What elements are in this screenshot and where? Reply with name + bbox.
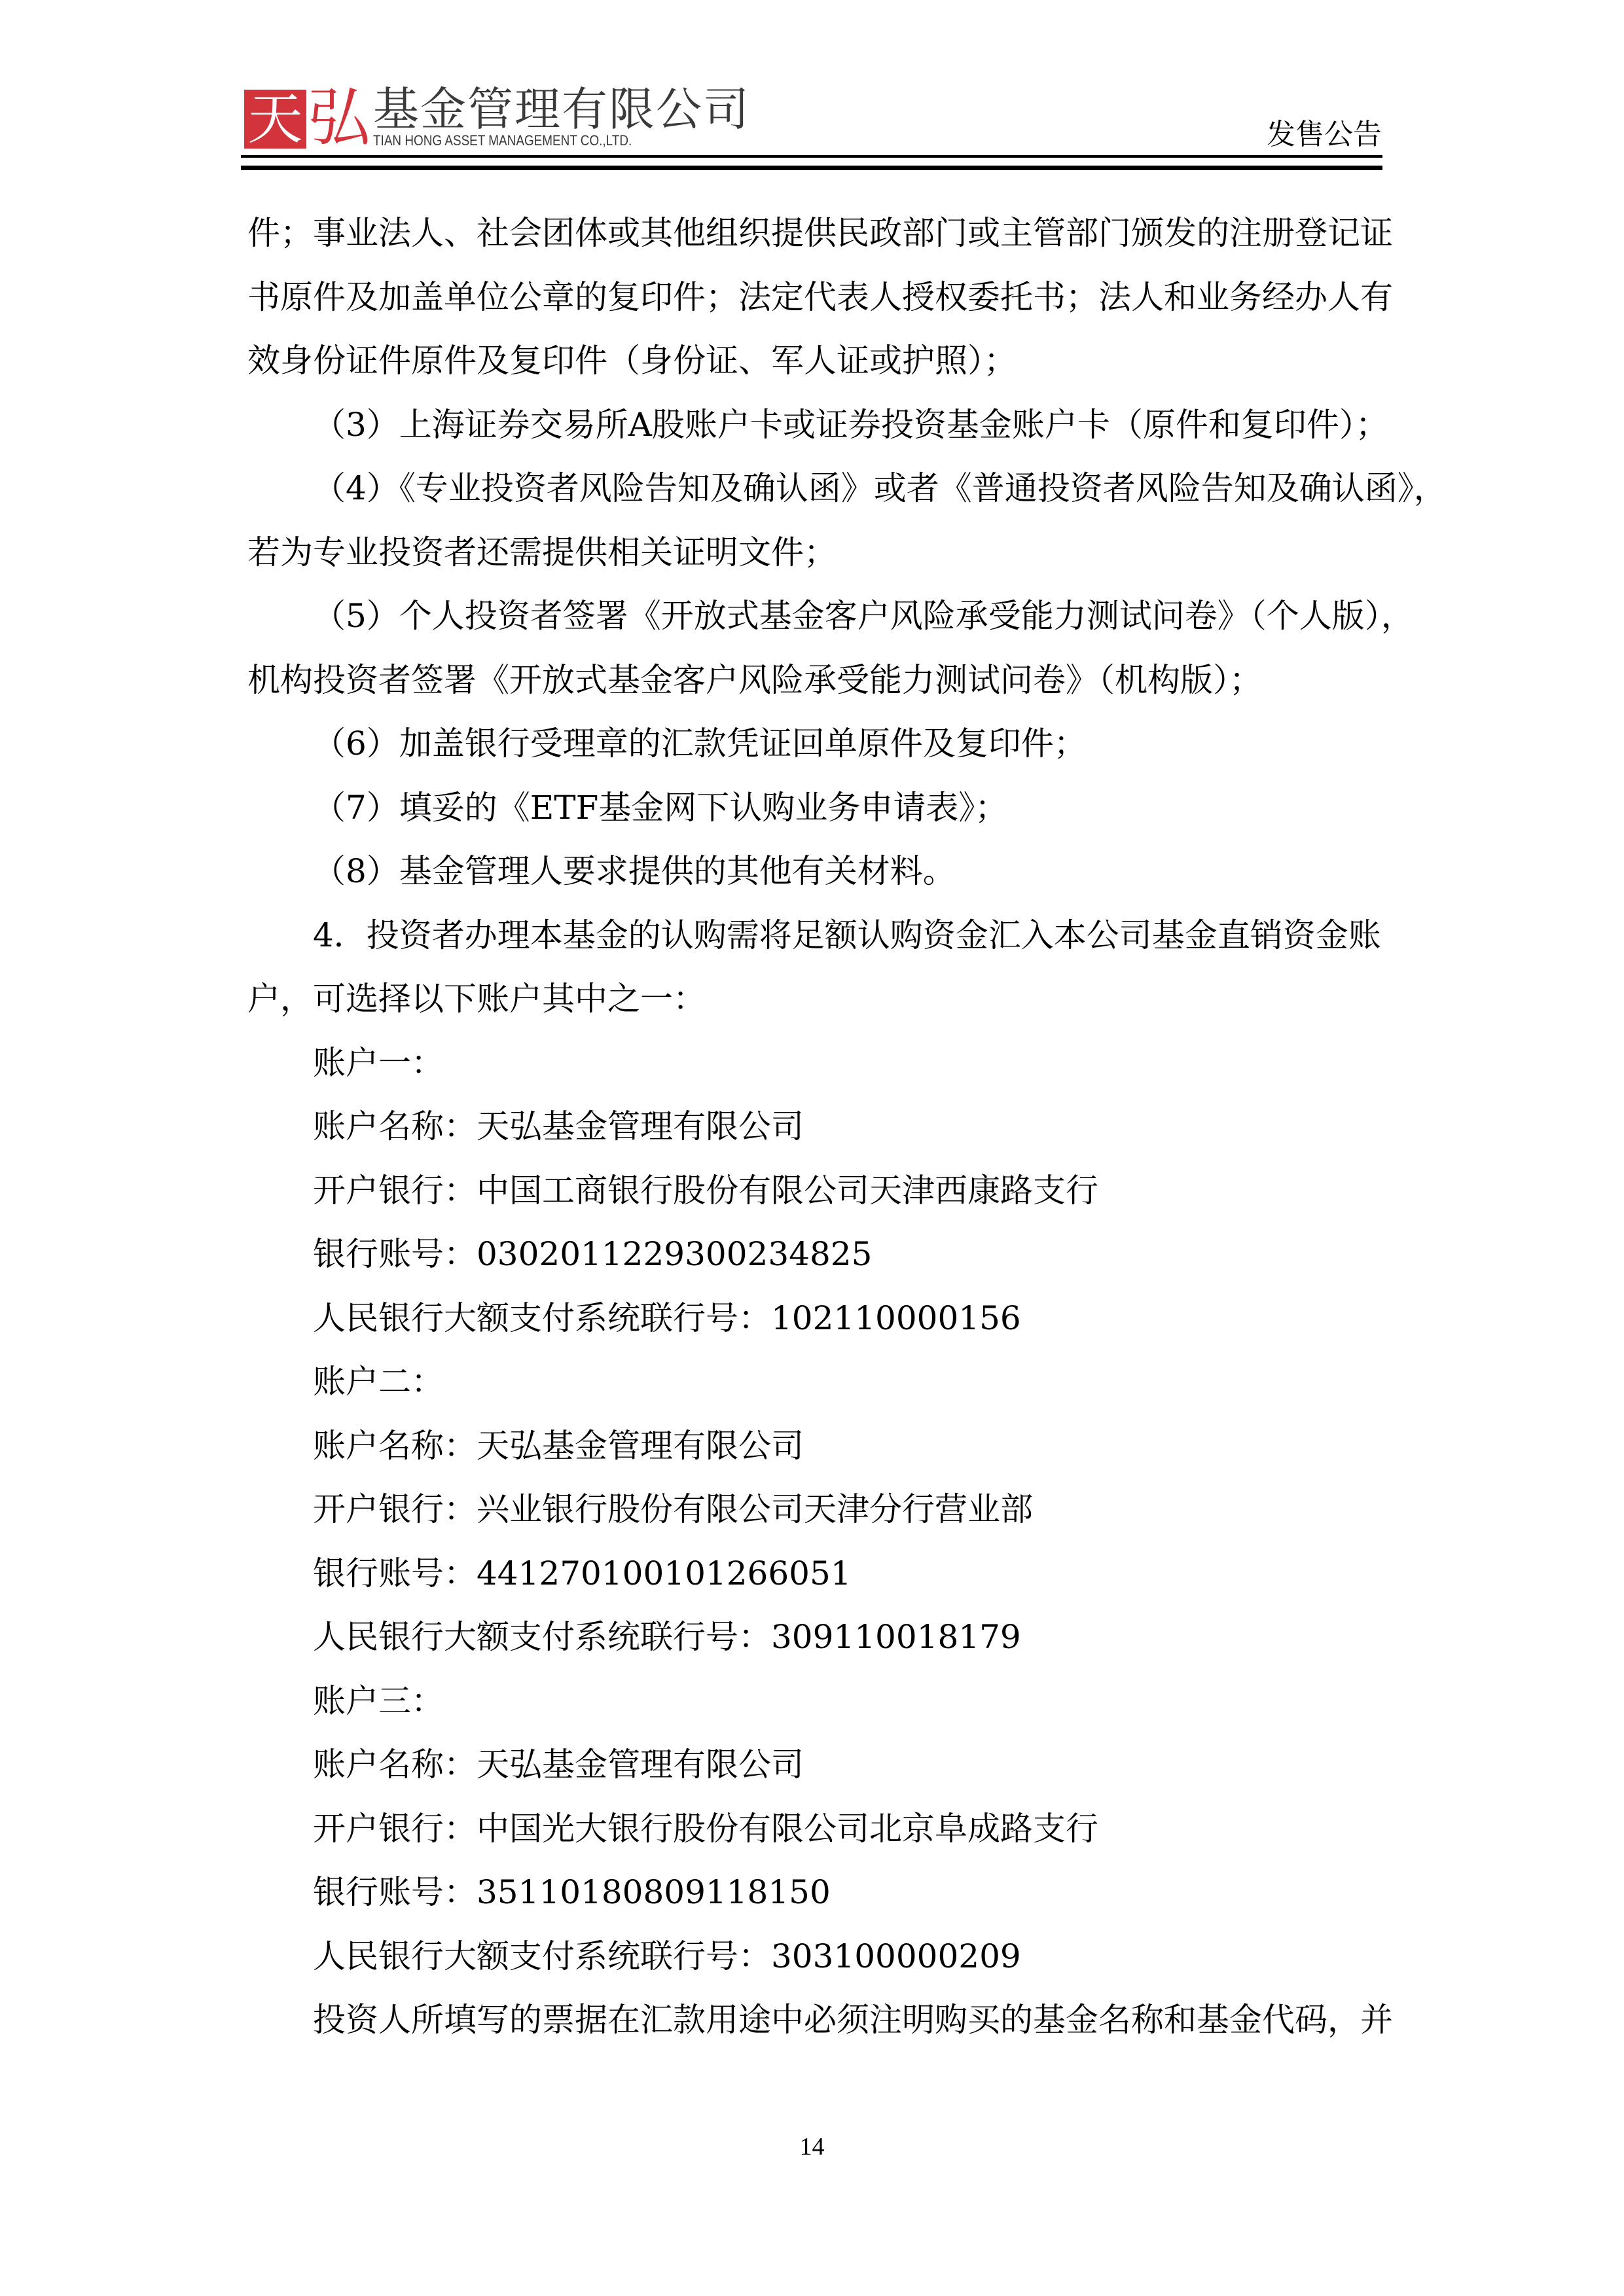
logo-mark-tian: 天 bbox=[244, 90, 306, 149]
text-line: 人民银行大额支付系统联行号：102110000156 bbox=[313, 1299, 1021, 1337]
header-rule-thick bbox=[241, 166, 1382, 170]
logo-mark-hong: 弘 bbox=[308, 81, 370, 154]
text-line: 户，可选择以下账户其中之一： bbox=[247, 980, 706, 1018]
text-line: 4．投资者办理本基金的认购需将足额认购资金汇入本公司基金直销资金账 bbox=[313, 916, 1381, 954]
text-line: 投资人所填写的票据在汇款用途中必须注明购买的基金名称和基金代码，并 bbox=[313, 2001, 1393, 2039]
text-line: 账户名称：天弘基金管理有限公司 bbox=[313, 1107, 804, 1145]
text-line: 账户一： bbox=[313, 1043, 444, 1082]
text-line: 书原件及加盖单位公章的复印件；法定代表人授权委托书；法人和业务经办人有 bbox=[247, 278, 1393, 316]
text-line: 人民银行大额支付系统联行号：309110018179 bbox=[313, 1618, 1021, 1656]
document-type: 发售公告 bbox=[1267, 118, 1382, 151]
text-line: 开户银行：中国工商银行股份有限公司天津西康路支行 bbox=[313, 1171, 1098, 1210]
text-line: （4）《专业投资者风险告知及确认函》或者《普通投资者风险告知及确认函》， bbox=[313, 469, 1447, 507]
text-line: 人民银行大额支付系统联行号：303100000209 bbox=[313, 1937, 1021, 1975]
text-line: （6）加盖银行受理章的汇款凭证回单原件及复印件； bbox=[313, 725, 1087, 762]
text-line: 银行账号：0302011229300234825 bbox=[313, 1235, 873, 1273]
text-line: （5）个人投资者签署《开放式基金客户风险承受能力测试问卷》（个人版）， bbox=[313, 597, 1414, 635]
page-number: 14 bbox=[799, 2133, 825, 2161]
text-line: 机构投资者签署《开放式基金客户风险承受能力测试问卷》（机构版）； bbox=[247, 660, 1262, 699]
text-line: 效身份证件原件及复印件（身份证、军人证或护照）； bbox=[247, 342, 1017, 380]
text-line: 开户银行：中国光大银行股份有限公司北京阜成路支行 bbox=[313, 1809, 1098, 1848]
company-name-en: TIAN HONG ASSET MANAGEMENT CO.,LTD. bbox=[373, 132, 632, 149]
text-line: 银行账号：441270100101266051 bbox=[313, 1554, 852, 1592]
text-line: （7）填妥的《ETF基金网下认购业务申请表》； bbox=[313, 788, 1008, 827]
document-body bbox=[247, 202, 1447, 2053]
text-line: （3）上海证券交易所A股账户卡或证券投资基金账户卡（原件和复印件）； bbox=[313, 405, 1388, 444]
text-line: 开户银行：兴业银行股份有限公司天津分行营业部 bbox=[313, 1490, 1033, 1528]
text-line: 账户三： bbox=[313, 1681, 444, 1720]
text-line: 若为专业投资者还需提供相关证明文件； bbox=[247, 533, 837, 571]
text-line: 账户二： bbox=[313, 1363, 444, 1401]
text-line: 银行账号：35110180809118150 bbox=[313, 1873, 831, 1911]
text-line: 账户名称：天弘基金管理有限公司 bbox=[313, 1426, 804, 1465]
text-line: 账户名称：天弘基金管理有限公司 bbox=[313, 1746, 804, 1784]
company-name-cn: 基金管理有限公司 bbox=[373, 82, 750, 136]
text-line: （8）基金管理人要求提供的其他有关材料。 bbox=[313, 852, 956, 890]
header-rule-thin bbox=[241, 155, 1382, 158]
text-line: 件；事业法人、社会团体或其他组织提供民政部门或主管部门颁发的注册登记证 bbox=[247, 214, 1393, 252]
